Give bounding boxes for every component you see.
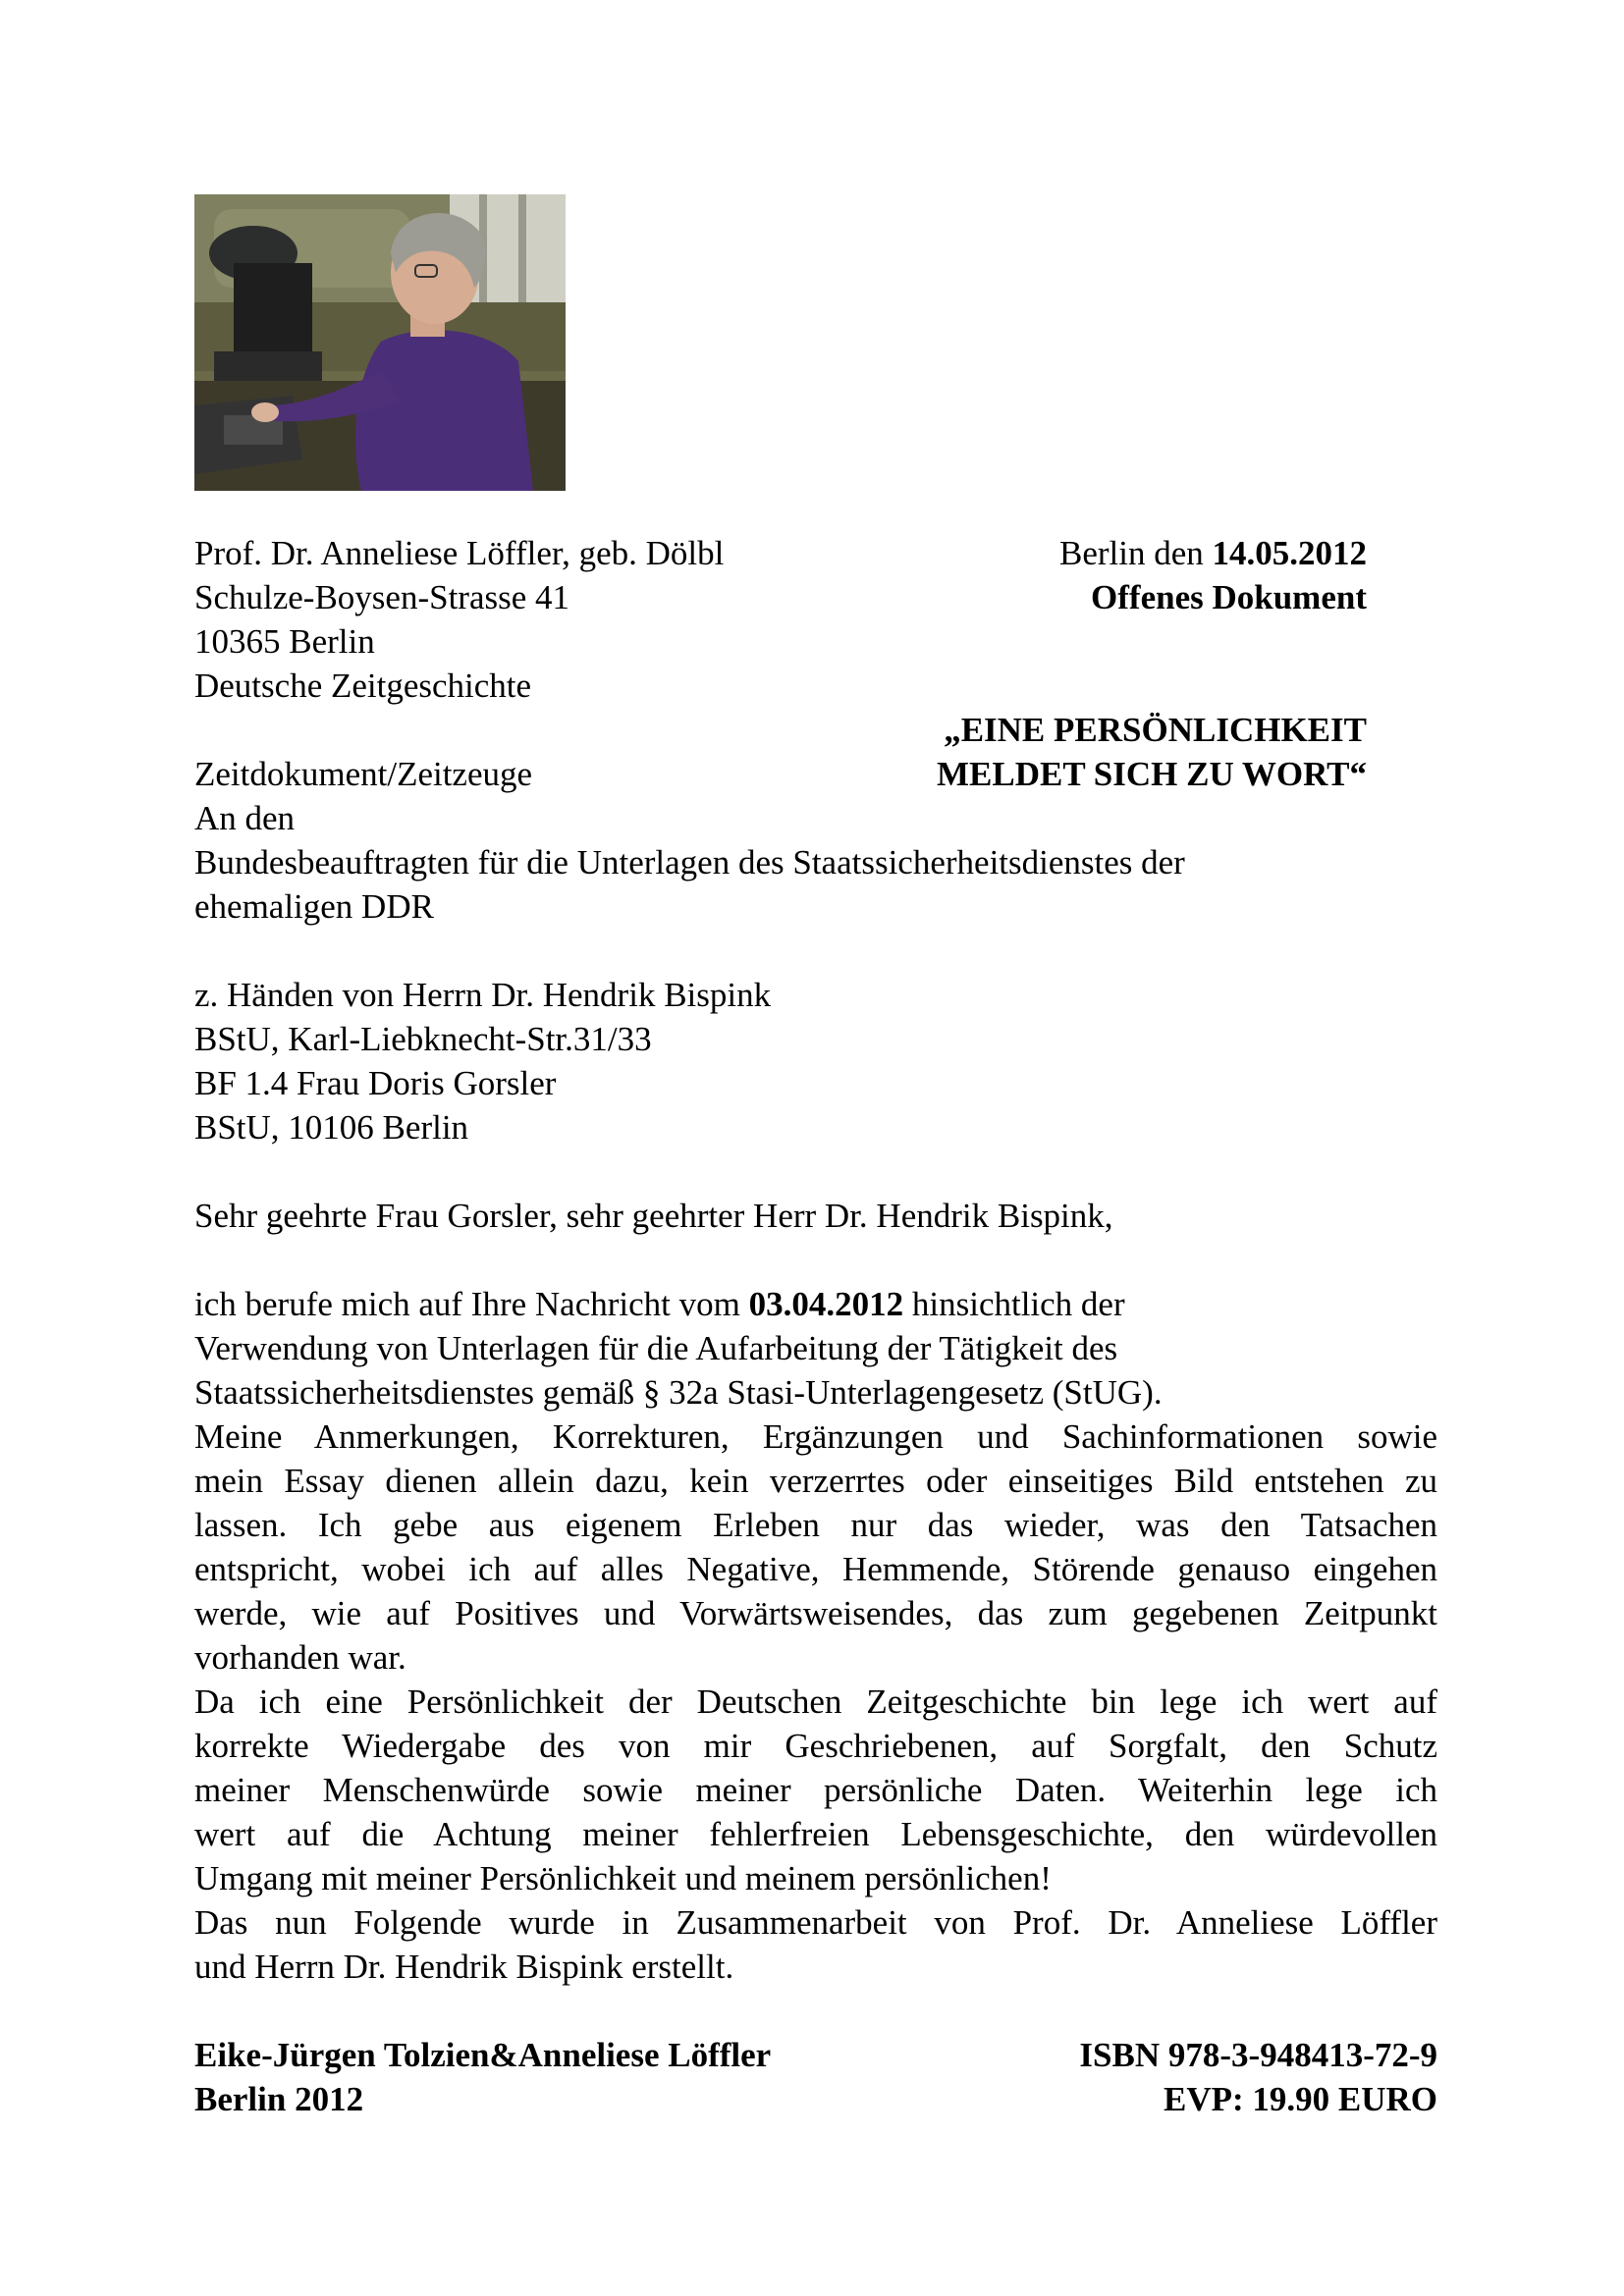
headline-line-1: „EINE PERSÖNLICHKEIT: [944, 711, 1367, 749]
body-p1-line-3: Staatssicherheitsdienstes gemäß § 32a Stasi-Unterlagengesetz (StUG).: [194, 1373, 1163, 1412]
body-p1-line-1: [194, 1282, 1125, 1326]
body-p3-line: korrekte Wiedergabe des von mir Geschriebenen, auf Sorgfalt, den Schutz: [194, 1727, 1437, 1765]
body-paragraph-3: [194, 1680, 1437, 1900]
recipient-line-1: An den: [194, 799, 296, 837]
attention-line-4: BStU, 10106 Berlin: [194, 1108, 469, 1147]
body-p1-start: ich berufe mich auf Ihre Nachricht vom: [194, 1285, 749, 1323]
attention-line-1: z. Händen von Herrn Dr. Hendrik Bispink: [194, 976, 772, 1014]
attention-line-2: BStU, Karl-Liebknecht-Str.31/33: [194, 1020, 652, 1058]
body-p2-line: mein Essay dienen allein dazu, kein verzerrtes oder einseitiges Bild entstehen zu: [194, 1462, 1437, 1500]
body-p2-line: werde, wie auf Positives und Vorwärtsweisendes, das zum gegebenen Zeitpunkt: [194, 1594, 1437, 1632]
salutation: Sehr geehrte Frau Gorsler, sehr geehrter Herr Dr. Hendrik Bispink,: [194, 1197, 1113, 1235]
body-p3-line: wert auf die Achtung meiner fehlerfreien Lebensgeschichte, den würdevollen: [194, 1815, 1437, 1853]
sender-subject: Deutsche Zeitgeschichte: [194, 667, 532, 705]
body-p2-last-line: vorhanden war.: [194, 1638, 406, 1677]
footer-isbn: ISBN 978-3-948413-72-9: [1079, 2036, 1437, 2074]
body-p4-line-1: Das nun Folgende wurde in Zusammenarbeit von Prof. Dr. Anneliese Löffler: [194, 1903, 1437, 1942]
sender-city: 10365 Berlin: [194, 622, 375, 661]
sender-category: Zeitdokument/Zeitzeuge: [194, 755, 533, 793]
attention-line-3: BF 1.4 Frau Doris Gorsler: [194, 1064, 557, 1102]
document-status: Offenes Dokument: [1091, 578, 1367, 616]
recipient-line-3: ehemaligen DDR: [194, 887, 434, 926]
dateline: [1059, 531, 1367, 575]
body-p3-line: meiner Menschenwürde sowie meiner persönliche Daten. Weiterhin lege ich: [194, 1771, 1437, 1809]
headline-line-2: MELDET SICH ZU WORT“: [937, 755, 1367, 793]
portrait-photo: [194, 194, 566, 491]
recipient-line-2: Bundesbeauftragten für die Unterlagen des Staatssicherheitsdienstes der: [194, 843, 1185, 881]
footer-place-year: Berlin 2012: [194, 2080, 364, 2118]
body-p3-last-line: Umgang mit meiner Persönlichkeit und meinem persönlichen!: [194, 1859, 1052, 1897]
body-p3-line: Da ich eine Persönlichkeit der Deutschen Zeitgeschichte bin lege ich wert auf: [194, 1682, 1437, 1721]
footer-price: EVP: 19.90 EURO: [1163, 2080, 1437, 2118]
footer-authors: Eike-Jürgen Tolzien&Anneliese Löffler: [194, 2036, 772, 2074]
body-paragraph-4: [194, 1900, 1437, 1989]
body-p2-line: entspricht, wobei ich auf alles Negative, Hemmende, Störende genauso eingehen: [194, 1550, 1437, 1588]
portrait-photo-icon: [194, 194, 566, 491]
sender-street: Schulze-Boysen-Strasse 41: [194, 578, 570, 616]
body-p1-line-2: Verwendung von Unterlagen für die Aufarbeitung der Tätigkeit des: [194, 1329, 1118, 1367]
body-p2-line: lassen. Ich gebe aus eigenem Erleben nur das wieder, was den Tatsachen: [194, 1506, 1437, 1544]
dateline-date: 14.05.2012: [1212, 534, 1367, 572]
body-p1-date: 03.04.2012: [748, 1285, 904, 1323]
body-p4-last-line: und Herrn Dr. Hendrik Bispink erstellt.: [194, 1948, 734, 1986]
body-p2-line: Meine Anmerkungen, Korrekturen, Ergänzungen und Sachinformationen sowie: [194, 1417, 1437, 1456]
sender-name: Prof. Dr. Anneliese Löffler, geb. Dölbl: [194, 534, 725, 572]
dateline-prefix: Berlin den: [1058, 534, 1213, 572]
body-paragraph-2: [194, 1415, 1437, 1680]
body-p1-end: hinsichtlich der: [903, 1285, 1125, 1323]
